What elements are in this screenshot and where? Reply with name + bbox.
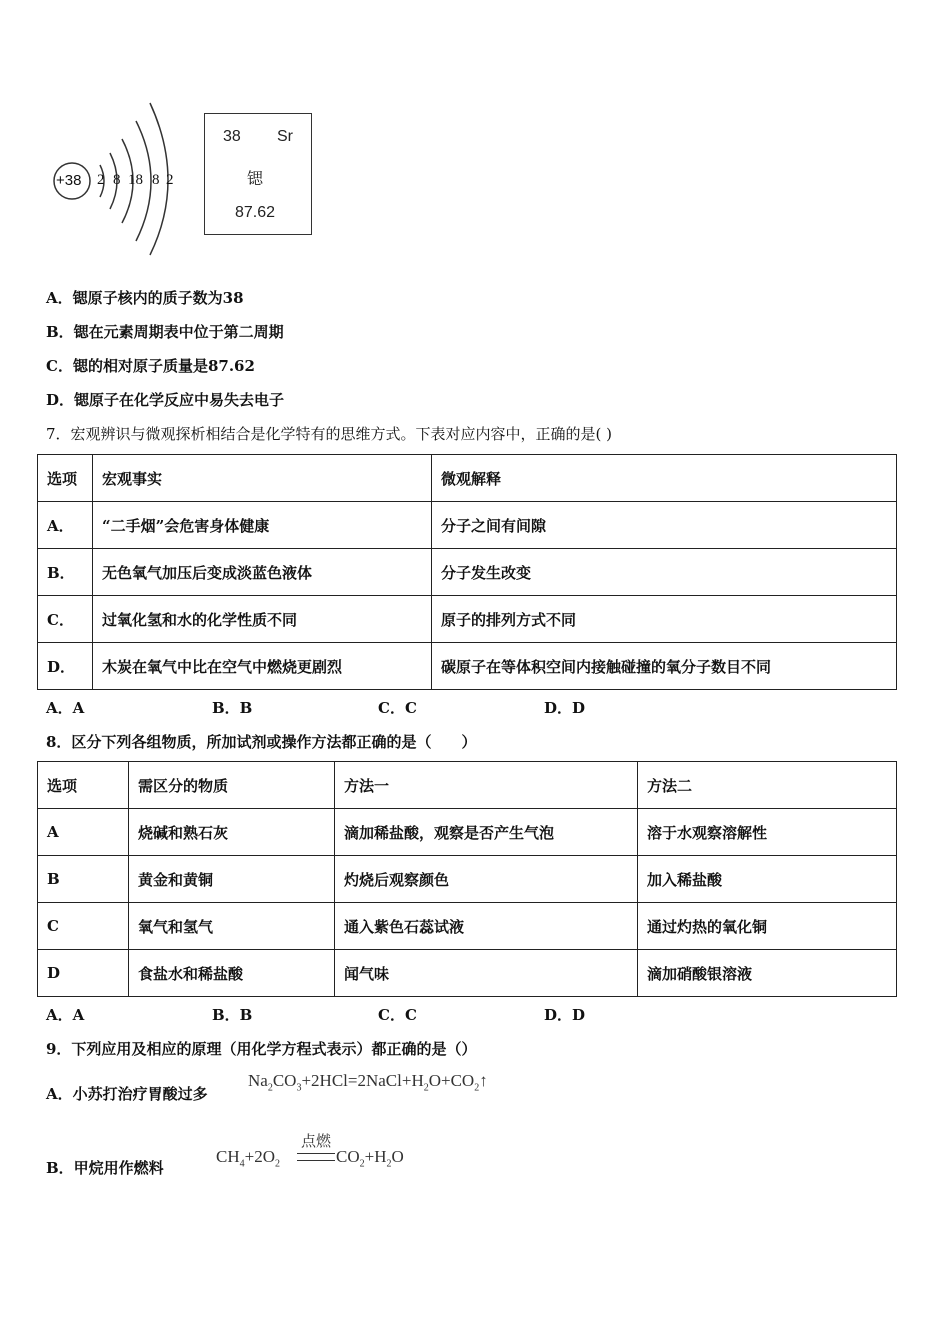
answer-option: A．A xyxy=(46,1006,85,1024)
table-cell: 无色氧气加压后变成淡蓝色液体 xyxy=(93,549,432,596)
q6-option-c: C．锶的相对原子质量是87.62 xyxy=(46,357,255,375)
answer-option: B．B xyxy=(212,1006,253,1024)
formula-subscript: 2 xyxy=(275,1158,280,1170)
shell-electron-count: 18 xyxy=(128,172,143,188)
table-cell: 过氧化氢和水的化学性质不同 xyxy=(93,596,432,643)
table-cell: 灼烧后观察颜色 xyxy=(335,856,638,903)
answer-option: D．D xyxy=(544,699,586,717)
table-cell: 碳原子在等体积空间内接触碰撞的氧分子数目不同 xyxy=(432,643,897,690)
formula-subscript: 2 xyxy=(359,1158,365,1170)
table-cell: 闻气味 xyxy=(335,950,638,997)
q7-answer-options xyxy=(46,697,710,718)
element-name: 锶 xyxy=(247,171,264,188)
table-row xyxy=(38,643,897,690)
table-row xyxy=(38,903,897,950)
q9-option-b-label: B．甲烷用作燃料 xyxy=(46,1159,164,1177)
table-cell: C xyxy=(38,903,129,950)
q7-table xyxy=(37,454,897,690)
q6-option-b: B．锶在元素周期表中位于第二周期 xyxy=(46,323,284,341)
formula-subscript: 4 xyxy=(239,1158,245,1170)
table-header-row xyxy=(38,762,897,809)
answer-option: D．D xyxy=(544,1006,586,1024)
table-cell: C． xyxy=(38,596,93,643)
atom-structure-diagram xyxy=(50,95,190,260)
q9-option-b-reactants xyxy=(216,1147,280,1169)
reaction-condition: 点燃 xyxy=(300,1132,331,1150)
shell-electron-count: 2 xyxy=(166,172,174,188)
formula-subscript: 3 xyxy=(296,1082,302,1094)
table-cell: B． xyxy=(38,549,93,596)
answer-option: C．C xyxy=(378,1006,417,1024)
table-cell: 滴加稀盐酸，观察是否产生气泡 xyxy=(335,809,638,856)
table-cell: A xyxy=(38,809,129,856)
shell-electron-count: 8 xyxy=(113,172,121,188)
table-row xyxy=(38,950,897,997)
q8-table xyxy=(37,761,897,997)
table-row xyxy=(38,856,897,903)
table-row xyxy=(38,549,897,596)
table-cell: 加入稀盐酸 xyxy=(638,856,897,903)
q9-option-a-label: A．小苏打治疗胃酸过多 xyxy=(46,1085,208,1103)
answer-option: B．B xyxy=(212,699,253,717)
table-header-cell: 微观解释 xyxy=(432,455,897,502)
element-symbol: Sr xyxy=(277,128,293,145)
answer-option: A．A xyxy=(46,699,85,717)
answer-option: C．C xyxy=(378,699,417,717)
formula-part: CH xyxy=(216,1147,240,1166)
table-cell: 黄金和黄铜 xyxy=(129,856,335,903)
table-cell: D． xyxy=(38,643,93,690)
nucleus-charge: +38 xyxy=(56,172,82,189)
table-cell: 烧碱和熟石灰 xyxy=(129,809,335,856)
table-cell: 通入紫色石蕊试液 xyxy=(335,903,638,950)
atomic-mass: 87.62 xyxy=(235,204,276,221)
table-cell: “二手烟”会危害身体健康 xyxy=(93,502,432,549)
formula-part: Na xyxy=(248,1071,268,1090)
table-cell: 分子之间有间隙 xyxy=(432,502,897,549)
table-row xyxy=(38,502,897,549)
table-row xyxy=(38,809,897,856)
table-header-row xyxy=(38,455,897,502)
shell-electron-count: 8 xyxy=(152,172,160,188)
q9-stem: 9．下列应用及相应的原理（用化学方程式表示）都正确的是（） xyxy=(46,1040,477,1058)
formula-subscript: 2 xyxy=(474,1082,480,1094)
q6-option-d: D．锶原子在化学反应中易失去电子 xyxy=(46,391,285,409)
table-cell: 溶于水观察溶解性 xyxy=(638,809,897,856)
table-cell: 木炭在氧气中比在空气中燃烧更剧烈 xyxy=(93,643,432,690)
q8-answer-options xyxy=(46,1004,710,1025)
formula-subscript: 2 xyxy=(423,1082,429,1094)
q7-stem: 7．宏观辨识与微观探析相结合是化学特有的思维方式。下表对应内容中，正确的是( ) xyxy=(46,425,613,443)
table-cell: B xyxy=(38,856,129,903)
formula-part: O xyxy=(391,1147,404,1166)
formula-subscript: 2 xyxy=(267,1082,273,1094)
q6-option-a: A．锶原子核内的质子数为38 xyxy=(46,289,244,307)
element-card xyxy=(204,113,312,235)
formula-part: CO xyxy=(272,1071,297,1090)
reaction-equals-sign xyxy=(297,1153,335,1161)
table-cell: 通过灼热的氧化铜 xyxy=(638,903,897,950)
formula-part: +H xyxy=(364,1147,387,1166)
table-header-cell: 选项 xyxy=(38,455,93,502)
table-cell: 原子的排列方式不同 xyxy=(432,596,897,643)
atomic-number: 38 xyxy=(223,128,241,145)
q9-option-b-products xyxy=(336,1147,404,1169)
table-cell: 滴加硝酸银溶液 xyxy=(638,950,897,997)
table-header-cell: 方法二 xyxy=(638,762,897,809)
table-header-cell: 选项 xyxy=(38,762,129,809)
table-cell: 氧气和氢气 xyxy=(129,903,335,950)
formula-part: +2O xyxy=(244,1147,275,1166)
table-cell: 分子发生改变 xyxy=(432,549,897,596)
q8-stem: 8．区分下列各组物质，所加试剂或操作方法都正确的是（ ） xyxy=(46,733,477,751)
table-cell: A． xyxy=(38,502,93,549)
table-cell: D xyxy=(38,950,129,997)
table-header-cell: 方法一 xyxy=(335,762,638,809)
formula-part: O+CO xyxy=(428,1071,475,1090)
formula-part: +2HCl=2NaCl+H xyxy=(301,1071,424,1090)
q9-option-a-equation xyxy=(248,1071,488,1093)
gas-arrow-symbol: ↑ xyxy=(479,1071,488,1090)
table-header-cell: 需区分的物质 xyxy=(129,762,335,809)
table-cell: 食盐水和稀盐酸 xyxy=(129,950,335,997)
shell-electron-count: 2 xyxy=(97,172,105,188)
formula-part: CO xyxy=(336,1147,360,1166)
table-header-cell: 宏观事实 xyxy=(93,455,432,502)
table-row xyxy=(38,596,897,643)
formula-subscript: 2 xyxy=(386,1158,392,1170)
